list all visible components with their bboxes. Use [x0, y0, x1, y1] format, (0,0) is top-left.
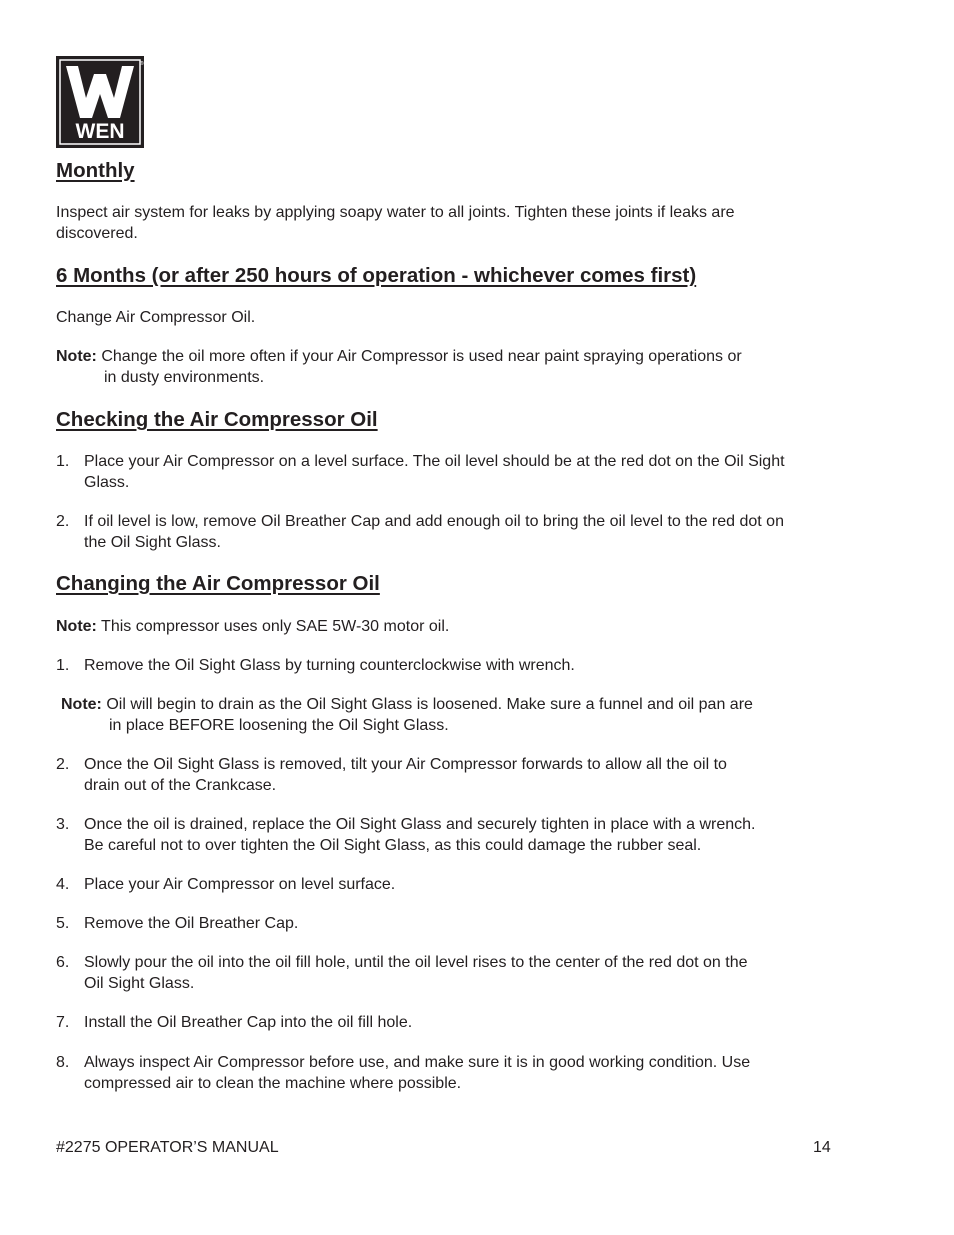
svg-text:®: ®: [140, 61, 144, 67]
changing-note: [56, 616, 449, 637]
list-item-line2: drain out of the Crankcase.: [84, 777, 277, 794]
list-item-number: 1.: [56, 453, 70, 470]
note-line2: in dusty environments.: [104, 369, 265, 386]
six-months-body: Change Air Compressor Oil.: [56, 309, 256, 326]
wen-logo: [56, 56, 144, 148]
wen-logo-icon: [56, 56, 144, 148]
list-item-number: 5.: [56, 915, 70, 932]
list-item-line1: Place your Air Compressor on a level surface. The oil level should be at the red dot on the Oil Sight: [84, 453, 785, 470]
monthly-body-line2: discovered.: [56, 225, 138, 242]
list-item-number: 1.: [56, 657, 70, 674]
note-line1: Oil will begin to drain as the Oil Sight Glass is loosened. Make sure a funnel and oil pan are: [106, 696, 753, 713]
list-item-line1: Once the Oil Sight Glass is removed, tilt your Air Compressor forwards to allow all the oil to: [84, 756, 727, 773]
heading-changing-oil: Changing the Air Compressor Oil: [56, 572, 380, 595]
note-line2: in place BEFORE loosening the Oil Sight Glass.: [109, 717, 449, 734]
list-item-line1: Install the Oil Breather Cap into the oil fill hole.: [84, 1014, 413, 1031]
note-label: Note: Change the oil more often if your Air Compressor is used near paint spraying operations or: [56, 348, 742, 365]
list-item-line1: Once the oil is drained, replace the Oil Sight Glass and securely tighten in place with a wrench.: [84, 816, 756, 833]
monthly-body: [56, 202, 735, 244]
footer-manual-title: #2275 OPERATOR’S MANUAL: [56, 1139, 279, 1156]
monthly-body-line1: Inspect air system for leaks by applying soapy water to all joints. Tighten these joints if leaks are: [56, 204, 735, 221]
changing-note2: [61, 694, 753, 736]
list-item-number: 7.: [56, 1014, 70, 1031]
list-item-number: 3.: [56, 816, 70, 833]
list-item-line2: the Oil Sight Glass.: [84, 534, 221, 551]
list-item-line1: Slowly pour the oil into the oil fill hole, until the oil level rises to the center of the red dot on the: [84, 954, 748, 971]
list-item-line2: Glass.: [84, 474, 130, 491]
list-item-number: 2.: [56, 756, 70, 773]
heading-six-months: 6 Months (or after 250 hours of operation - whichever comes first): [56, 264, 697, 287]
page-number: 14: [813, 1139, 831, 1156]
list-item-line1: Remove the Oil Breather Cap.: [84, 915, 299, 932]
note-label: Note:: [61, 696, 102, 713]
note-line1: Change the oil more often if your Air Compressor is used near paint spraying operations or: [101, 348, 742, 365]
list-item-number: 2.: [56, 513, 70, 530]
note-text: This compressor uses only SAE 5W-30 motor oil.: [101, 618, 450, 635]
list-item-number: 4.: [56, 876, 70, 893]
list-item-line1: If oil level is low, remove Oil Breather Cap and add enough oil to bring the oil level to the red dot on: [84, 513, 784, 530]
heading-monthly: Monthly: [56, 159, 135, 182]
list-item-line1: Always inspect Air Compressor before use, and make sure it is in good working condition. Use: [84, 1054, 751, 1071]
list-item-line2: Be careful not to over tighten the Oil Sight Glass, as this could damage the rubber seal.: [84, 837, 702, 854]
list-item-number: 8.: [56, 1054, 70, 1071]
list-item-line1: Remove the Oil Sight Glass by turning counterclockwise with wrench.: [84, 657, 575, 674]
list-item-line2: Oil Sight Glass.: [84, 975, 195, 992]
list-item-number: 6.: [56, 954, 70, 971]
six-months-note: [56, 346, 742, 388]
list-item-line1: Place your Air Compressor on level surface.: [84, 876, 396, 893]
list-item-line2: compressed air to clean the machine where possible.: [84, 1075, 462, 1092]
logo-text: WEN: [75, 120, 125, 143]
heading-checking-oil: Checking the Air Compressor Oil: [56, 408, 378, 431]
note-label: Note:: [56, 618, 97, 635]
